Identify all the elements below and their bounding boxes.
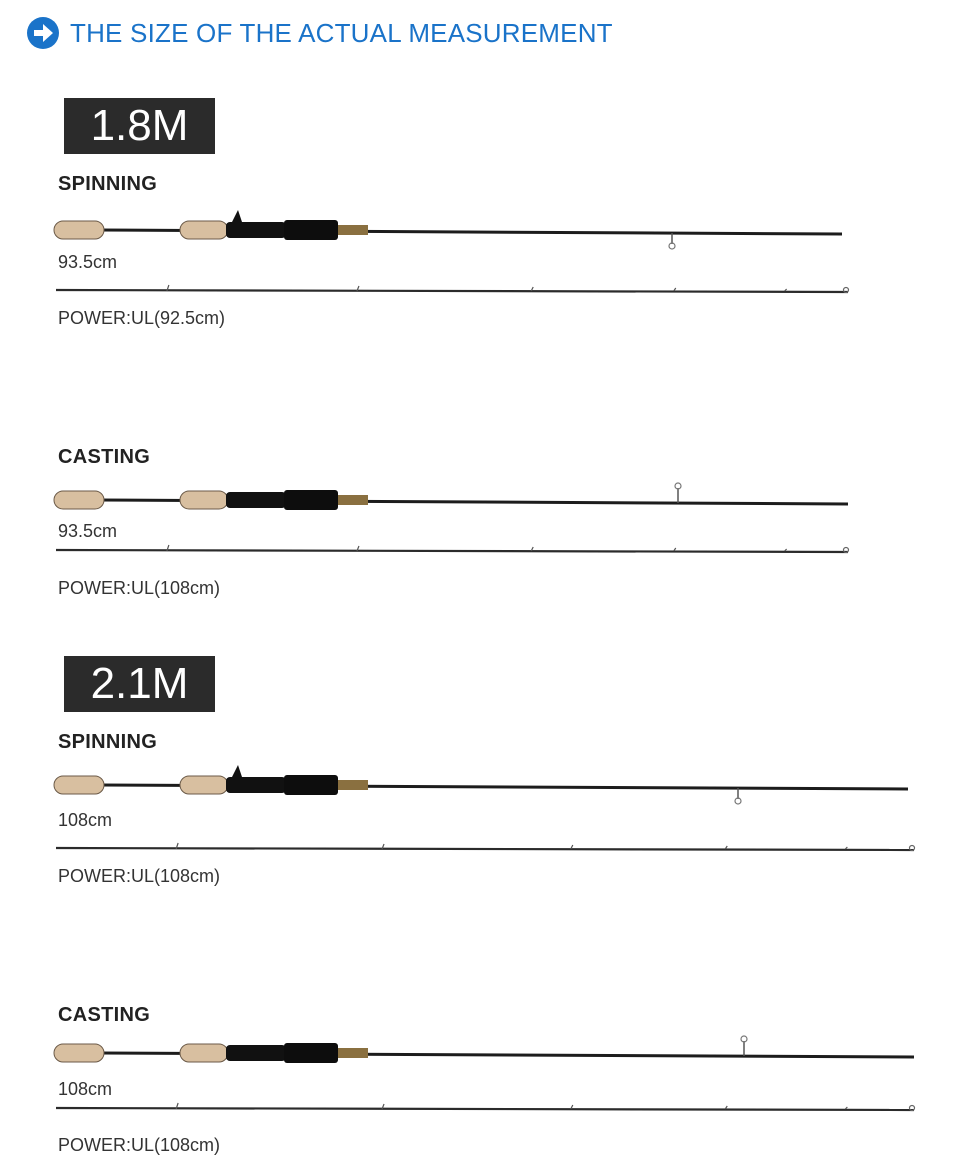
trigger-icon: [232, 210, 242, 222]
reel-seat: [226, 222, 286, 238]
butt-length-label: 108cm: [58, 1079, 113, 1099]
arrow-right-circle-icon: [26, 16, 60, 50]
tip-guide: [845, 1107, 847, 1109]
rod-type-label: SPINNING: [58, 173, 158, 195]
rod-type-label: CASTING: [58, 1004, 151, 1026]
power-label: POWER:UL(108cm): [58, 866, 221, 886]
power-label: POWER:UL(108cm): [58, 578, 221, 598]
casting-tip-section-image: [0, 535, 960, 565]
tip-blank: [56, 290, 848, 292]
rod-type-label: SPINNING: [58, 731, 158, 753]
butt-length-label: 93.5cm: [58, 252, 118, 272]
power-label: POWER:UL(108cm): [58, 1135, 221, 1155]
spinning-tip-section-image: [0, 275, 960, 305]
size-badge-2-1m: 2.1M: [64, 656, 215, 712]
butt-length-label: 108cm: [58, 810, 113, 830]
tip-blank: [56, 550, 848, 552]
casting-butt-section-image: [0, 1028, 960, 1078]
casting-butt-section-image: [0, 475, 960, 525]
spinning-tip-section-image: [0, 833, 960, 863]
hook-keeper-wrap: [338, 1048, 368, 1058]
reel-seat-nut: [284, 490, 338, 510]
front-cork-grip: [180, 491, 228, 509]
rear-cork-grip: [54, 1044, 104, 1062]
spinning-butt-section-image: [0, 760, 960, 810]
reel-seat-nut: [284, 1043, 338, 1063]
trigger-icon: [232, 765, 242, 777]
reel-seat: [226, 777, 286, 793]
butt-length-label: 93.5cm: [58, 521, 118, 541]
tip-guide: [785, 289, 787, 291]
rear-cork-grip: [54, 491, 104, 509]
power-label: POWER:UL(92.5cm): [58, 308, 226, 328]
rear-cork-grip: [54, 221, 104, 239]
page-header: [26, 16, 613, 50]
tip-guide: [785, 549, 787, 551]
spinning-butt-section-image: [0, 205, 960, 255]
reel-seat-nut: [284, 220, 338, 240]
hook-keeper-wrap: [338, 225, 368, 235]
hook-keeper-wrap: [338, 780, 368, 790]
front-cork-grip: [180, 1044, 228, 1062]
casting-tip-section-image: [0, 1093, 960, 1123]
tip-guide: [845, 847, 847, 849]
front-cork-grip: [180, 776, 228, 794]
page-title: THE SIZE OF THE ACTUAL MEASUREMENT: [70, 17, 613, 48]
reel-seat: [226, 1045, 286, 1061]
tip-blank: [56, 848, 914, 850]
hook-keeper-wrap: [338, 495, 368, 505]
reel-seat-nut: [284, 775, 338, 795]
rear-cork-grip: [54, 776, 104, 794]
size-badge-1-8m: 1.8M: [64, 98, 215, 154]
reel-seat: [226, 492, 286, 508]
front-cork-grip: [180, 221, 228, 239]
rod-type-label: CASTING: [58, 446, 151, 468]
tip-blank: [56, 1108, 914, 1110]
